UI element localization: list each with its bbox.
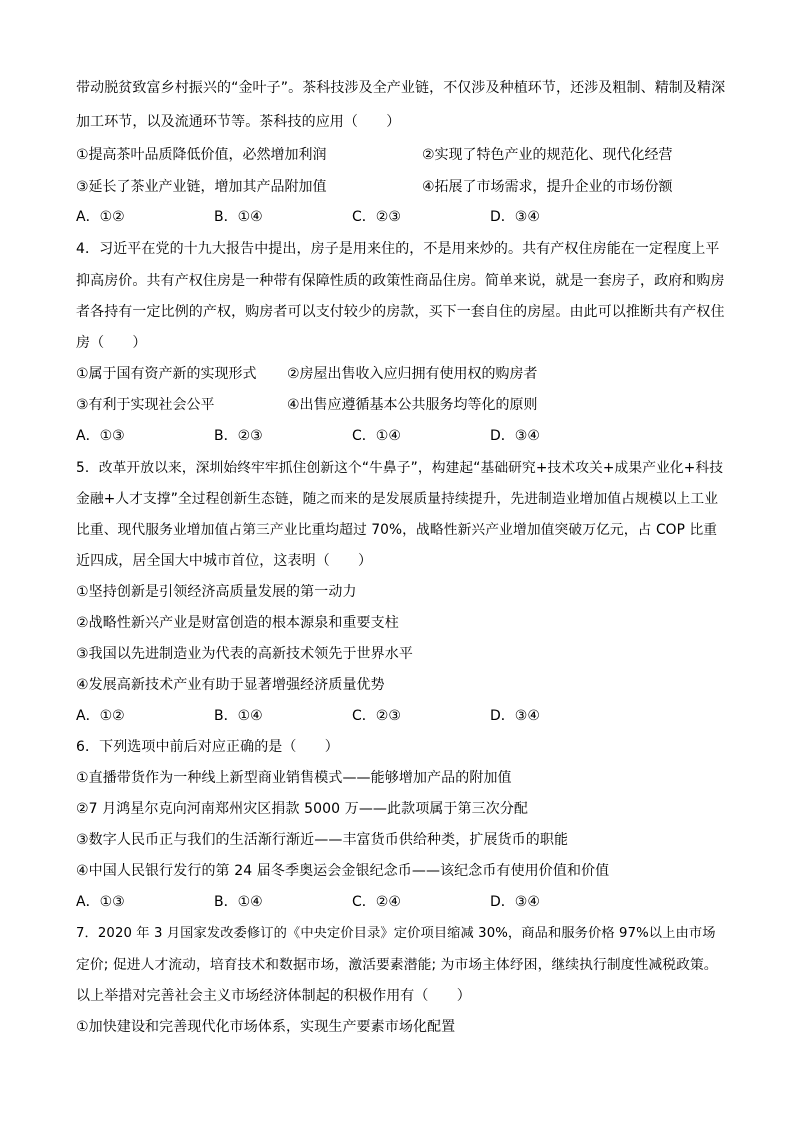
q6-option-3: ③数字人民币正与我们的生活渐行渐近——丰富货币供给种类，扩展货币的职能 [76,832,569,848]
q4-option-4: ④出售应遵循基本公共服务均等化的原则 [287,397,538,413]
q7-stem-line-2: 定价; 促进人才流动，培育技术和数据市场，激活要素潜能; 为市场主体纾困，继续执行制度性减税政策。 [76,957,718,973]
q4-stem-line-1: 4．习近平在党的十九大报告中提出，房子是用来住的，不是用来炒的。共有产权住房能在一定程度上平 [76,241,720,257]
q3-option-2: ②实现了特色产业的规范化、现代化经营 [422,147,673,163]
q4-choice-b: B．②③ [214,428,263,444]
q6-choice-a: A．①③ [76,894,125,910]
q6-choice-d: D．③④ [490,894,540,910]
q3-option-1: ①提高茶叶品质降低价值，必然增加利润 [76,147,327,163]
q5-option-2: ②战略性新兴产业是财富创造的根本源泉和重要支柱 [76,615,399,631]
q4-stem-line-4: 房（ ） [76,335,147,351]
q5-choice-d: D．③④ [490,708,540,724]
q5-option-3: ③我国以先进制造业为代表的高新技术领先于世界水平 [76,646,413,662]
q4-choice-c: C．①④ [352,428,401,444]
q5-choice-a: A．①② [76,708,125,724]
q3-option-4: ④拓展了市场需求，提升企业的市场份额 [422,179,673,195]
q3-choice-d: D．③④ [490,209,540,225]
q6-option-2: ②7 月鸿星尔克向河南郑州灾区捐款 5000 万——此款项属于第三次分配 [76,801,529,817]
q5-stem-line-3: 比重、现代服务业增加值占第三产业比重均超过 70%，战略性新兴产业增加值突破万亿元，占 COP 比重 [76,522,718,538]
q5-option-4: ④发展高新技术产业有助于显著增强经济质量优势 [76,677,385,693]
q6-option-4: ④中国人民银行发行的第 24 届冬季奥运会金银纪念币——该纪念币有使用价值和价值 [76,863,610,879]
q3-stem-line-2: 加工环节，以及流通环节等。茶科技的应用（ ） [76,114,401,130]
q4-stem-line-3: 者各持有一定比例的产权，购房者可以支付较少的房款，买下一套自住的房屋。由此可以推断共有产权住 [76,304,725,320]
q3-choice-a: A．①② [76,209,125,225]
q3-stem-line-1: 带动脱贫致富乡村振兴的“金叶子”。茶科技涉及全产业链，不仅涉及种植环节，还涉及粗制、精制及精深 [76,80,726,96]
q6-choice-b: B．①④ [214,894,263,910]
q3-choice-b: B．①④ [214,209,263,225]
q3-option-3: ③延长了茶业产业链，增加其产品附加值 [76,179,327,195]
q5-choice-b: B．①④ [214,708,263,724]
q5-stem-line-4: 近四成，居全国大中城市首位，这表明（ ） [76,553,373,569]
q4-stem-line-2: 抑高房价。共有产权住房是一种带有保障性质的政策性商品住房。简单来说，就是一套房子，政府和购房 [76,273,725,289]
q4-option-3: ③有利于实现社会公平 [76,397,215,413]
q5-stem-line-1: 5．改革开放以来，深圳始终牢牢抓住创新这个“牛鼻子”，构建起“基础研究+技术攻关+成果产业化+科技 [76,460,724,476]
q3-choice-c: C．②③ [352,209,401,225]
q4-choice-a: A．①③ [76,428,125,444]
q7-stem-line-1: 7．2020 年 3 月国家发改委修订的《中央定价目录》定价项目缩减 30%，商品和服务价格 97%以上由市场 [76,926,716,941]
q6-choice-c: C．②④ [352,894,401,910]
q4-option-1: ①属于国有资产新的实现形式 [76,366,257,382]
q5-option-1: ①坚持创新是引领经济高质量发展的第一动力 [76,584,357,600]
q5-stem-line-2: 金融+人才支撑”全过程创新生态链，随之而来的是发展质量持续提升，先进制造业增加值占规模以上工业 [76,491,719,507]
q7-stem-line-3: 以上举措对完善社会主义市场经济体制起的积极作用有（ ） [76,988,471,1004]
q7-option-1: ①加快建设和完善现代化市场体系，实现生产要素市场化配置 [76,1019,456,1035]
q6-option-1: ①直播带货作为一种线上新型商业销售模式——能够增加产品的附加值 [76,770,512,786]
q5-choice-c: C．②③ [352,708,401,724]
q4-option-2: ②房屋出售收入应归拥有使用权的购房者 [287,366,538,382]
q6-stem: 6．下列选项中前后对应正确的是（ ） [76,739,339,755]
q4-choice-d: D．③④ [490,428,540,444]
